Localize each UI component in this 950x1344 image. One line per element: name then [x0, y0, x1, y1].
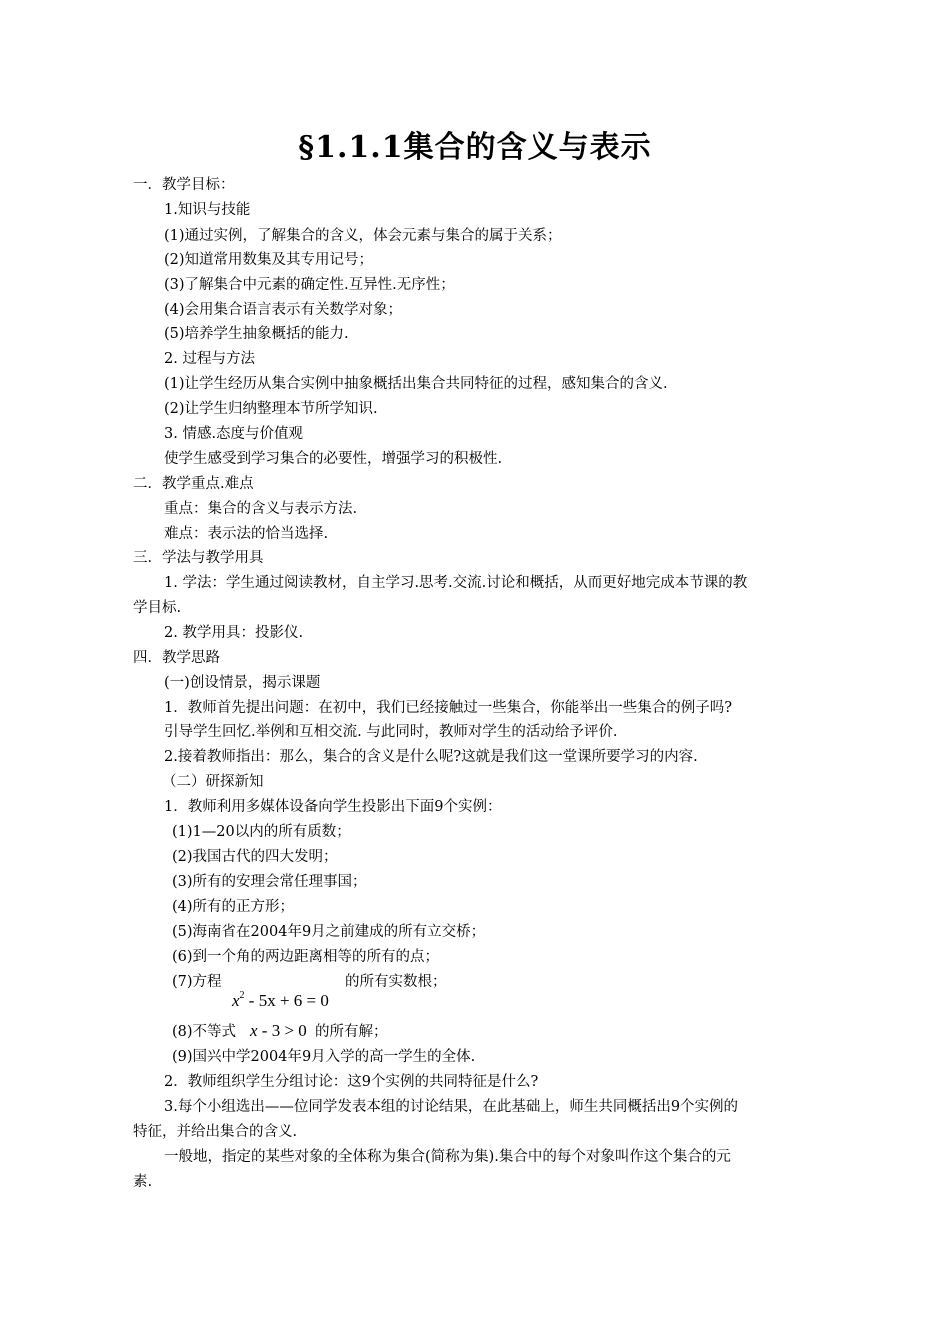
- equation-rest: - 5x + 6 = 0: [244, 991, 329, 1010]
- equation-variable: x: [250, 1021, 258, 1040]
- subsection-heading: （二）研探新知: [162, 774, 264, 790]
- section-heading-teaching-ideas: 四．教学思路: [133, 650, 220, 666]
- text-line: 2. 过程与方法: [164, 351, 255, 367]
- text-line: 特征，并给出集合的含义.: [133, 1124, 298, 1140]
- equation-variable: x: [232, 991, 240, 1010]
- example-item: (8)不等式: [172, 1024, 237, 1040]
- text-line: 1．教师利用多媒体设备向学生投影出下面9个实例：: [164, 799, 502, 815]
- text-line: 学目标.: [133, 600, 182, 616]
- example-item-suffix: 的所有实数根；: [345, 974, 447, 990]
- text-line: (3)了解集合中元素的确定性.互异性.无序性；: [164, 277, 455, 293]
- section-heading-objectives: 一．教学目标：: [133, 177, 235, 193]
- text-line: 一般地，指定的某些对象的全体称为集合(简称为集).集合中的每个对象叫作这个集合的元: [164, 1149, 731, 1165]
- text-line: 1.知识与技能: [164, 202, 251, 218]
- text-line: 3.每个小组选出——位同学发表本组的讨论结果，在此基础上，师生共同概括出9个实例的: [164, 1099, 739, 1115]
- example-item: (4)所有的正方形；: [172, 899, 295, 915]
- example-item: (3)所有的安理会常任理事国；: [172, 874, 367, 890]
- text-line: 2．教师组织学生分组讨论：这9个实例的共同特征是什么?: [164, 1074, 539, 1090]
- example-item: (6)到一个角的两边距离相等的所有的点；: [172, 949, 440, 965]
- text-line: (1)让学生经历从集合实例中抽象概括出集合共同特征的过程，感知集合的含义.: [164, 376, 668, 392]
- text-line: 难点：表示法的恰当选择.: [164, 526, 329, 542]
- text-line: (1)通过实例，了解集合的含义，体会元素与集合的属于关系；: [164, 228, 562, 244]
- equation-quadratic: [232, 986, 329, 1011]
- example-item: (5)海南省在2004年9月之前建成的所有立交桥；: [172, 924, 486, 940]
- text-line: 1．教师首先提出问题：在初中，我们已经接触过一些集合，你能举出一些集合的例子吗?: [164, 700, 732, 716]
- text-line: 素.: [133, 1174, 153, 1190]
- section-heading-key-points: 二．教学重点.难点: [133, 476, 254, 492]
- text-line: 引导学生回忆.举例和互相交流. 与此同时，教师对学生的活动给予评价.: [164, 724, 618, 740]
- example-item: (7)方程: [172, 974, 222, 990]
- text-line: (4)会用集合语言表示有关数学对象；: [164, 302, 403, 318]
- text-line: (2)知道常用数集及其专用记号；: [164, 252, 374, 268]
- text-line: (5)培养学生抽象概括的能力.: [164, 326, 349, 342]
- text-line: 3. 情感.态度与价值观: [164, 426, 304, 442]
- equation-exponent: 2: [239, 990, 245, 1001]
- text-line: (2)让学生归纳整理本节所学知识.: [164, 401, 378, 417]
- equation-inequality: [250, 1021, 307, 1041]
- text-line: 2.接着教师指出：那么，集合的含义是什么呢?这就是我们这一堂课所要学习的内容.: [164, 749, 698, 765]
- example-item-suffix: 的所有解；: [315, 1024, 388, 1040]
- text-line: 重点：集合的含义与表示方法.: [164, 501, 358, 517]
- subsection-heading: (一)创设情景，揭示课题: [164, 675, 321, 691]
- text-line: 使学生感受到学习集合的必要性，增强学习的积极性.: [164, 451, 503, 467]
- example-item: (1)1—20以内的所有质数；: [172, 824, 351, 840]
- equation-rest: - 3 > 0: [257, 1021, 307, 1040]
- example-item: (2)我国古代的四大发明；: [172, 849, 338, 865]
- text-line: 1. 学法：学生通过阅读教材，自主学习.思考.交流.讨论和概括，从而更好地完成本节课的教: [164, 575, 748, 591]
- section-heading-methods: 三．学法与教学用具: [133, 550, 264, 566]
- example-item: (9)国兴中学2004年9月入学的高一学生的全体.: [172, 1049, 476, 1065]
- text-line: 2. 教学用具：投影仪.: [164, 625, 304, 641]
- document-title: §1.1.1集合的含义与表示: [298, 130, 652, 165]
